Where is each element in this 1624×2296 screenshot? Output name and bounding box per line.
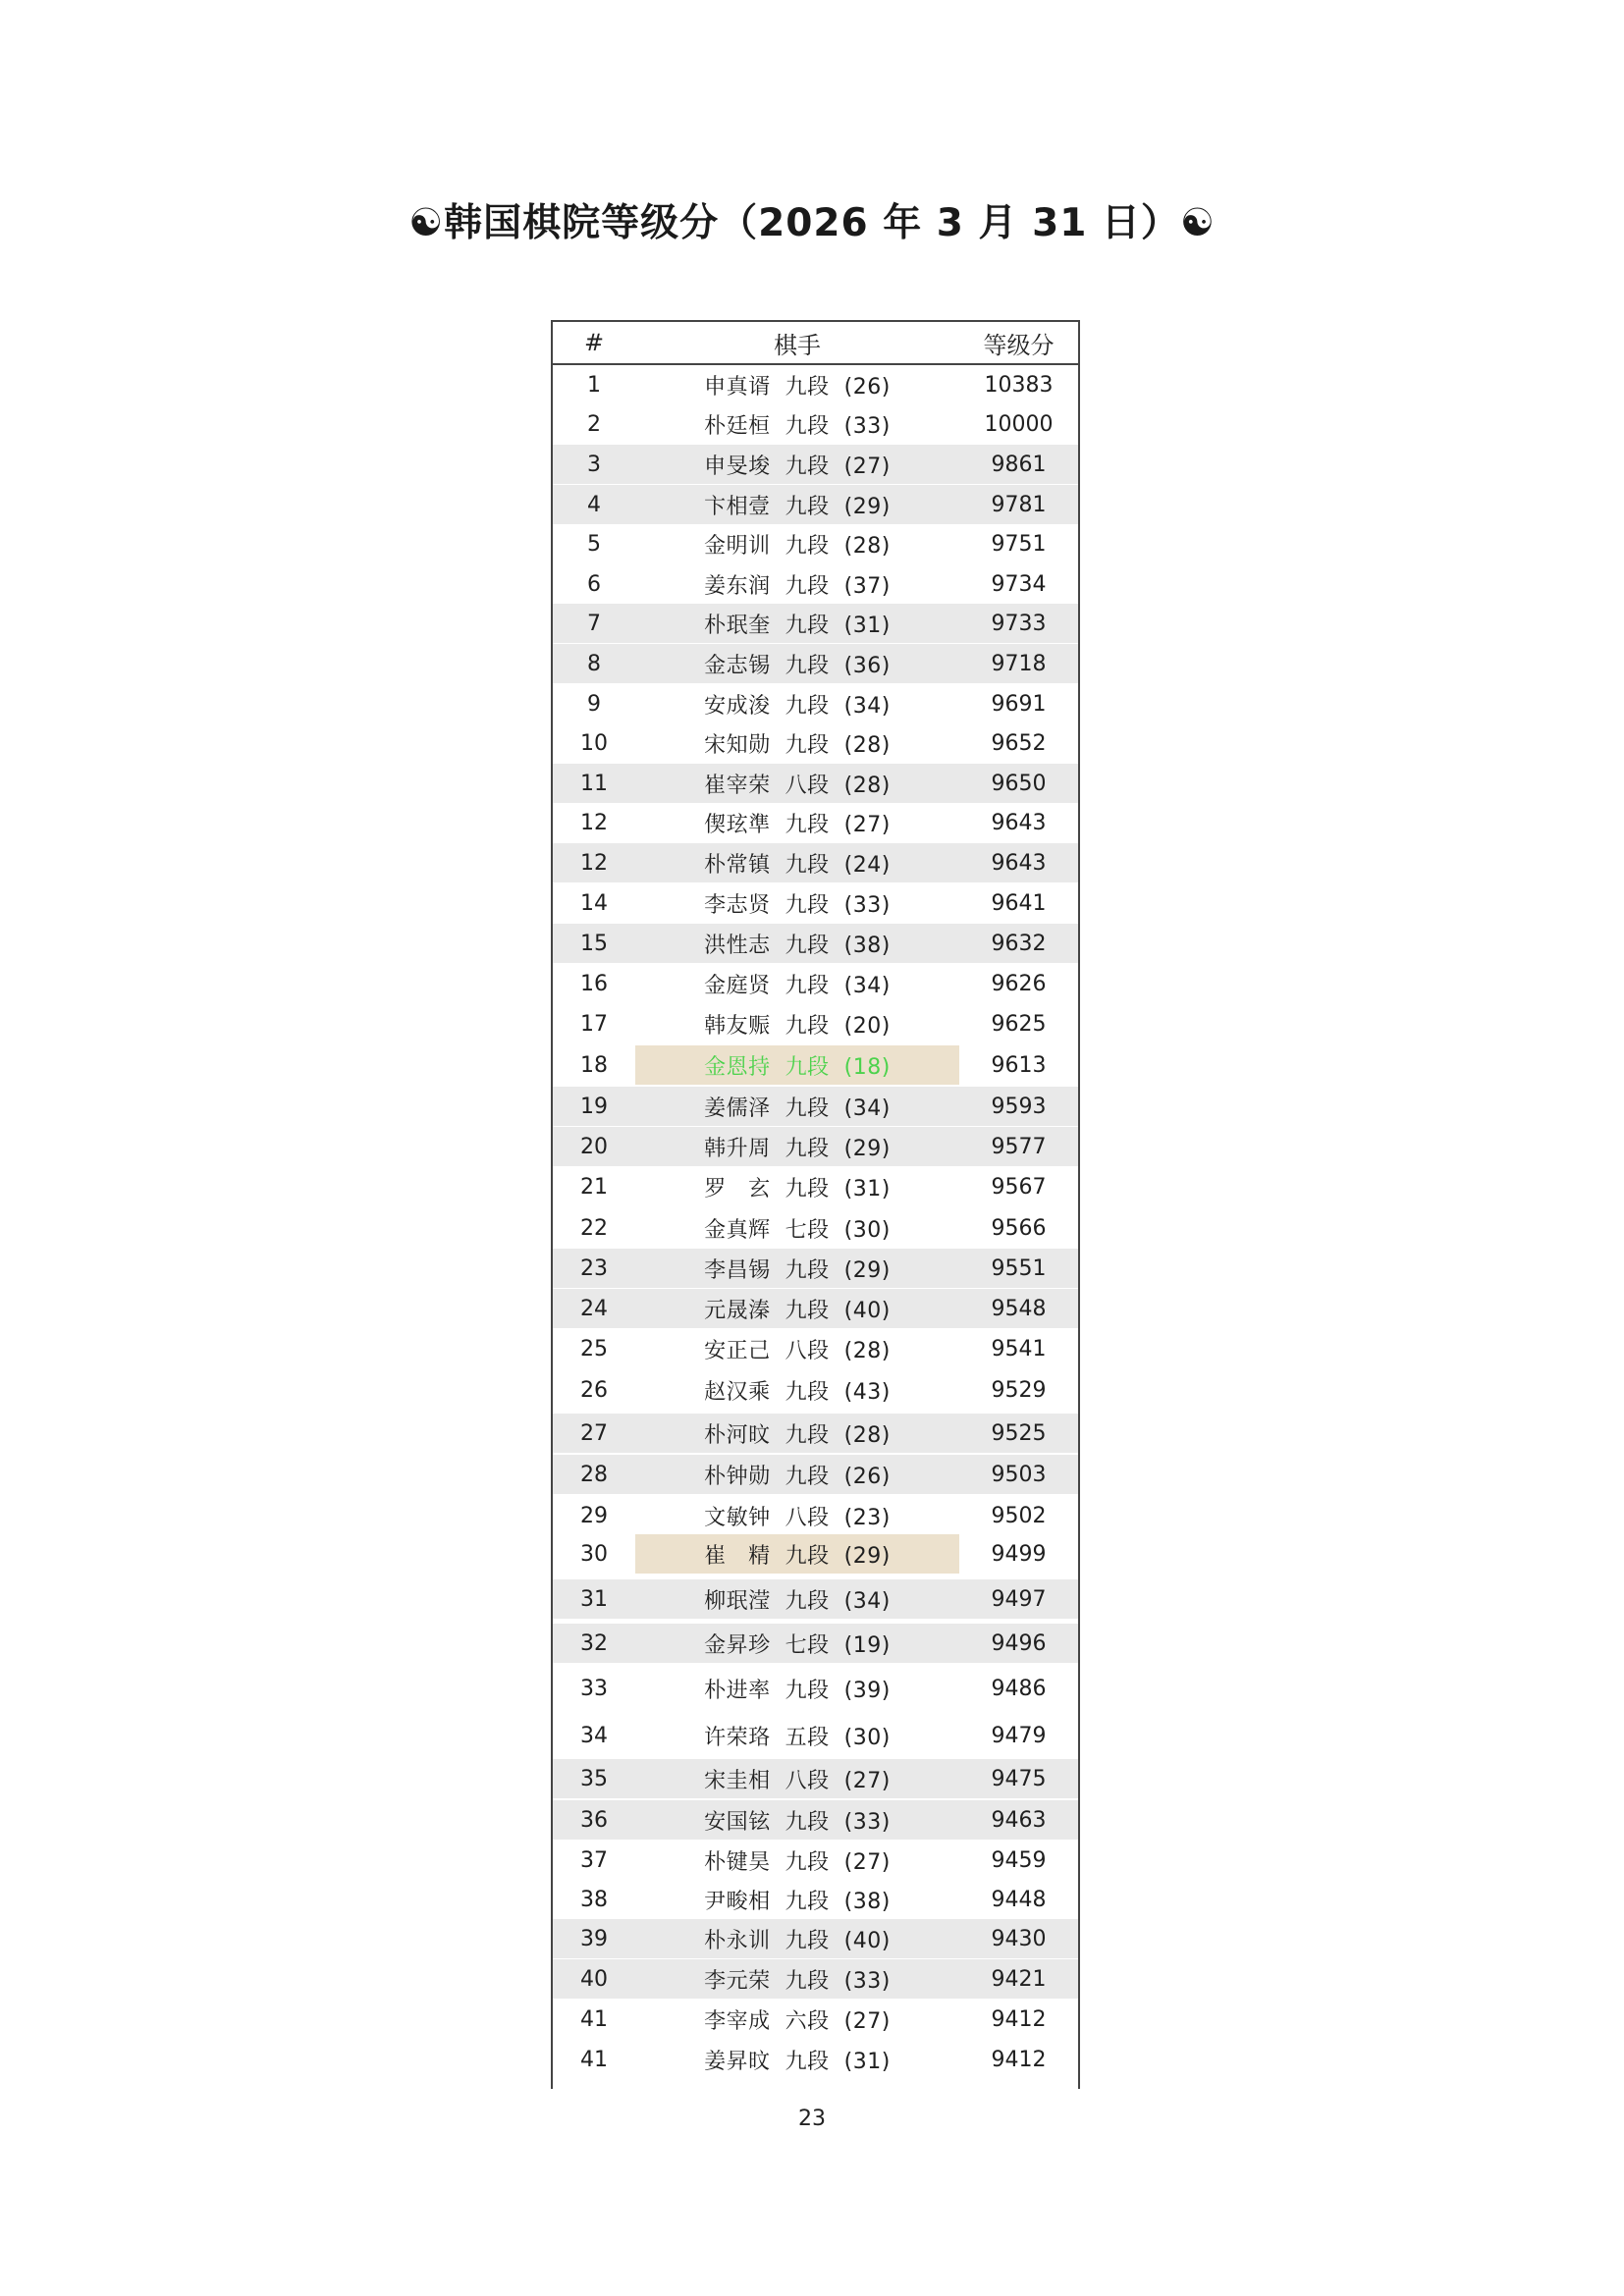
player-cell: 安成浚 九段 (34) [704,693,891,719]
score-cell: 9577 [991,1134,1047,1159]
player-cell: 申旻埈 九段 (27) [704,454,891,479]
score-cell: 9718 [991,651,1047,676]
player-cell: 朴进率 九段 (39) [704,1678,891,1703]
rank-cell: 15 [580,931,608,956]
rank-cell: 8 [587,651,601,676]
rank-cell: 4 [587,492,601,517]
score-cell: 9503 [991,1462,1047,1487]
rank-cell: 30 [580,1541,608,1567]
score-cell: 9475 [991,1766,1047,1791]
rank-cell: 9 [587,691,601,717]
rank-cell: 14 [580,890,608,916]
table-row [553,1249,1078,1288]
player-cell: 卞相壹 九段 (29) [704,494,891,519]
table-row [553,924,1078,963]
table-row [553,644,1078,683]
score-cell: 9412 [991,2047,1047,2072]
rank-cell: 31 [580,1586,608,1612]
table-row [553,404,1078,444]
rank-cell: 12 [580,850,608,876]
player-cell: 崔宰荣 八段 (28) [704,773,891,798]
table-row [553,1004,1078,1043]
score-cell: 10383 [984,372,1054,398]
player-cell: 金明训 九段 (28) [704,533,891,559]
player-cell: 崔 精 九段 (29) [704,1543,891,1569]
table-row [553,1370,1078,1410]
score-cell: 9497 [991,1586,1047,1612]
table-row [553,964,1078,1003]
score-cell: 9541 [991,1336,1047,1362]
player-cell: 宋圭相 八段 (27) [704,1768,891,1793]
page-number: 23 [798,2107,826,2131]
table-row [553,1414,1078,1453]
player-cell: 元晟溱 九段 (40) [704,1298,891,1323]
rank-cell: 6 [587,571,601,597]
rank-cell: 12 [580,810,608,835]
player-cell: 许荣珞 五段 (30) [704,1725,891,1750]
player-cell: 李元荣 九段 (33) [704,1968,891,1994]
rank-cell: 21 [580,1174,608,1200]
table-row [553,1087,1078,1126]
page-title: ☯韩国棋院等级分（2026 年 3 月 31 日）☯ [408,201,1216,245]
rank-cell: 34 [580,1723,608,1748]
player-cell: 文敏钟 八段 (23) [704,1505,891,1530]
rank-cell: 22 [580,1215,608,1241]
player-cell: 金真辉 七段 (30) [704,1217,891,1243]
table-row [553,1167,1078,1206]
rank-cell: 40 [580,1966,608,1992]
player-cell: 韩友赈 九段 (20) [704,1013,891,1039]
player-cell: 姜昇旼 九段 (31) [704,2049,891,2074]
score-cell: 9652 [991,730,1047,756]
score-cell: 9448 [991,1887,1047,1912]
player-cell: 韩升周 九段 (29) [704,1136,891,1161]
player-cell: 金昇珍 七段 (19) [704,1632,891,1658]
table-row [553,1841,1078,1880]
score-cell: 9566 [991,1215,1047,1241]
rank-cell: 2 [587,411,601,437]
table-row [553,564,1078,604]
rank-cell: 26 [580,1377,608,1403]
score-cell: 9641 [991,890,1047,916]
rank-cell: 36 [580,1807,608,1833]
table-row [553,1045,1078,1085]
table-row [553,764,1078,803]
rank-cell: 18 [580,1052,608,1078]
score-cell: 9734 [991,571,1047,597]
header-score: 等级分 [983,331,1055,359]
score-cell: 9525 [991,1420,1047,1446]
score-cell: 9733 [991,611,1047,636]
rank-cell: 28 [580,1462,608,1487]
table-row [553,1127,1078,1166]
rank-cell: 5 [587,531,601,557]
player-cell: 申真谞 九段 (26) [704,374,891,400]
table-row [553,485,1078,524]
table-row [553,803,1078,842]
player-cell: 安正己 八段 (28) [704,1338,891,1363]
score-cell: 10000 [984,411,1054,437]
table-row [553,883,1078,923]
table-row [553,1534,1078,1574]
rank-cell: 39 [580,1926,608,1951]
score-cell: 9459 [991,1847,1047,1873]
rank-cell: 25 [580,1336,608,1362]
score-cell: 9529 [991,1377,1047,1403]
table-row [553,1759,1078,1798]
player-cell: 姜东润 九段 (37) [704,573,891,599]
player-cell: 李宰成 六段 (27) [704,2008,891,2034]
rank-cell: 3 [587,452,601,477]
player-cell: 李志贤 九段 (33) [704,892,891,918]
table-row [553,723,1078,763]
rank-cell: 37 [580,1847,608,1873]
score-cell: 9593 [991,1094,1047,1119]
table-row [553,1800,1078,1840]
player-cell: 安国铉 九段 (33) [704,1809,891,1835]
score-cell: 9643 [991,810,1047,835]
player-cell: 金庭贤 九段 (34) [704,973,891,998]
rank-cell: 24 [580,1296,608,1321]
rank-cell: 20 [580,1134,608,1159]
rank-cell: 41 [580,2047,608,2072]
score-cell: 9643 [991,850,1047,876]
rank-cell: 35 [580,1766,608,1791]
table-row [553,1716,1078,1755]
score-cell: 9496 [991,1630,1047,1656]
table-row [553,1624,1078,1663]
table-row [553,604,1078,643]
rating-table [551,320,1080,2089]
player-cell: 偰玹準 九段 (27) [704,812,891,837]
score-cell: 9861 [991,452,1047,477]
table-row [553,524,1078,563]
table-row [553,1289,1078,1328]
player-cell: 朴珉奎 九段 (31) [704,613,891,638]
table-row [553,2000,1078,2039]
player-cell: 朴永训 九段 (40) [704,1928,891,1953]
rank-cell: 19 [580,1094,608,1119]
score-cell: 9632 [991,931,1047,956]
table-row [553,1455,1078,1494]
rank-cell: 7 [587,611,601,636]
table-row [553,1669,1078,1708]
player-cell: 朴常镇 九段 (24) [704,852,891,878]
player-cell: 赵汉乘 九段 (43) [704,1379,891,1405]
header-rank: # [583,329,605,356]
player-cell: 姜儒泽 九段 (34) [704,1095,891,1121]
score-cell: 9551 [991,1255,1047,1281]
score-cell: 9479 [991,1723,1047,1748]
rank-cell: 29 [580,1503,608,1528]
player-cell: 朴廷桓 九段 (33) [704,413,891,439]
table-row [553,684,1078,723]
rank-cell: 32 [580,1630,608,1656]
player-cell: 朴键昊 九段 (27) [704,1849,891,1875]
table-row [553,365,1078,404]
rank-cell: 27 [580,1420,608,1446]
rank-cell: 10 [580,730,608,756]
table-header [553,322,1078,365]
score-cell: 9430 [991,1926,1047,1951]
rank-cell: 17 [580,1011,608,1037]
score-cell: 9650 [991,771,1047,796]
table-row [553,1919,1078,1958]
rank-cell: 41 [580,2006,608,2032]
rank-cell: 1 [587,372,601,398]
score-cell: 9502 [991,1503,1047,1528]
table-row [553,1880,1078,1919]
table-row [553,1496,1078,1535]
score-cell: 9613 [991,1052,1047,1078]
score-cell: 9751 [991,531,1047,557]
score-cell: 9421 [991,1966,1047,1992]
score-cell: 9548 [991,1296,1047,1321]
player-cell: 尹畯相 九段 (38) [704,1889,891,1914]
rank-cell: 11 [580,771,608,796]
player-cell: 洪性志 九段 (38) [704,933,891,958]
player-cell: 金志锡 九段 (36) [704,653,891,678]
score-cell: 9567 [991,1174,1047,1200]
player-cell: 朴钟勋 九段 (26) [704,1464,891,1489]
rank-cell: 33 [580,1676,608,1701]
table-row [553,1959,1078,1999]
player-cell: 柳珉滢 九段 (34) [704,1588,891,1614]
player-cell: 金恩持 九段 (18) [704,1054,891,1080]
table-row [553,1579,1078,1619]
player-cell: 李昌锡 九段 (29) [704,1257,891,1283]
score-cell: 9626 [991,971,1047,996]
score-cell: 9499 [991,1541,1047,1567]
score-cell: 9625 [991,1011,1047,1037]
player-cell: 朴河旼 九段 (28) [704,1422,891,1448]
header-player: 棋手 [774,331,821,359]
score-cell: 9691 [991,691,1047,717]
score-cell: 9781 [991,492,1047,517]
table-row [553,1208,1078,1248]
rank-cell: 23 [580,1255,608,1281]
table-row [553,1329,1078,1368]
score-cell: 9412 [991,2006,1047,2032]
player-cell: 宋知勋 九段 (28) [704,732,891,758]
player-cell: 罗 玄 九段 (31) [704,1176,891,1201]
table-row [553,843,1078,882]
table-row [553,445,1078,484]
score-cell: 9486 [991,1676,1047,1701]
rank-cell: 38 [580,1887,608,1912]
score-cell: 9463 [991,1807,1047,1833]
rank-cell: 16 [580,971,608,996]
table-row [553,2040,1078,2079]
